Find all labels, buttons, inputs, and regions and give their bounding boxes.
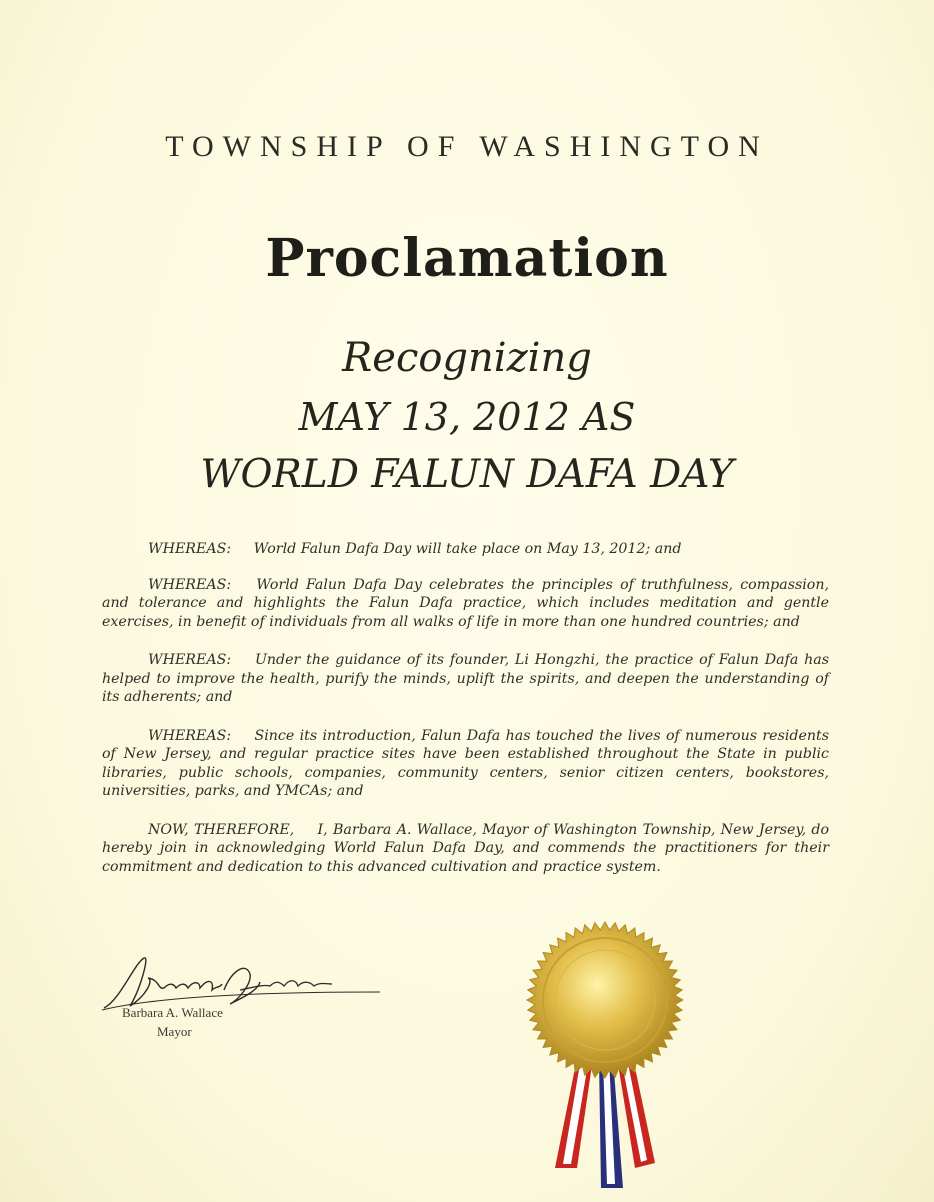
paragraph-lead: WHEREAS: — [148, 541, 232, 557]
paragraph-lead: WHEREAS: — [148, 652, 232, 668]
proclamation-title: Proclamation — [265, 228, 669, 289]
paragraph-whereas-4 — [102, 727, 829, 801]
paragraph-now-therefore — [102, 821, 829, 877]
paragraph-text: World Falun Dafa Day will take place on May 13, 2012; and — [253, 541, 682, 557]
gold-seal-with-ribbon — [515, 918, 695, 1198]
handwritten-signature — [100, 950, 390, 1050]
paragraph-text: Since its introduction, Falun Dafa has touched the lives of numerous residents of New Jersey, and regular practice sites have been established throughout the State in public libraries, public schools, companies, community centers, senior citizen centers, bookstores, universities, parks, and YMCAs; and — [102, 727, 829, 799]
paragraph-whereas-1 — [102, 540, 829, 559]
township-heading: TOWNSHIP OF WASHINGTON — [165, 130, 769, 163]
paragraph-whereas-3 — [102, 651, 829, 707]
headline-event: WORLD FALUN DAFA DAY — [200, 452, 734, 497]
proclamation-body — [102, 540, 829, 896]
paragraph-text: World Falun Dafa Day celebrates the principles of truthfulness, compassion, and tolerance and highlights the Falun Dafa practice, which includes meditation and gentle exercises, in benefit of individuals from all walks of life in more than one hundred countries; and — [102, 576, 829, 630]
headline-recognizing: Recognizing — [342, 335, 592, 381]
paragraph-lead: NOW, THEREFORE, — [148, 821, 295, 838]
paragraph-text: I, Barbara A. Wallace, Mayor of Washington Township, New Jersey, do hereby join in acknowledging World Falun Dafa Day, and commends the practitioners for their commitment and dedication to this advanced cultivation and practice system. — [102, 821, 830, 875]
paragraph-lead: WHEREAS: — [148, 727, 232, 744]
paragraph-whereas-2 — [102, 576, 829, 632]
paragraph-lead: WHEREAS: — [148, 576, 232, 593]
paragraph-text: Under the guidance of its founder, Li Hongzhi, the practice of Falun Dafa has helped to improve the health, purify the minds, uplift the spirits, and deepen the understanding of its adherents; and — [102, 652, 829, 705]
signer-name: Barbara A. Wallace — [122, 1005, 223, 1020]
headline-date: MAY 13, 2012 AS — [298, 395, 636, 439]
signer-title: Mayor — [157, 1024, 192, 1039]
